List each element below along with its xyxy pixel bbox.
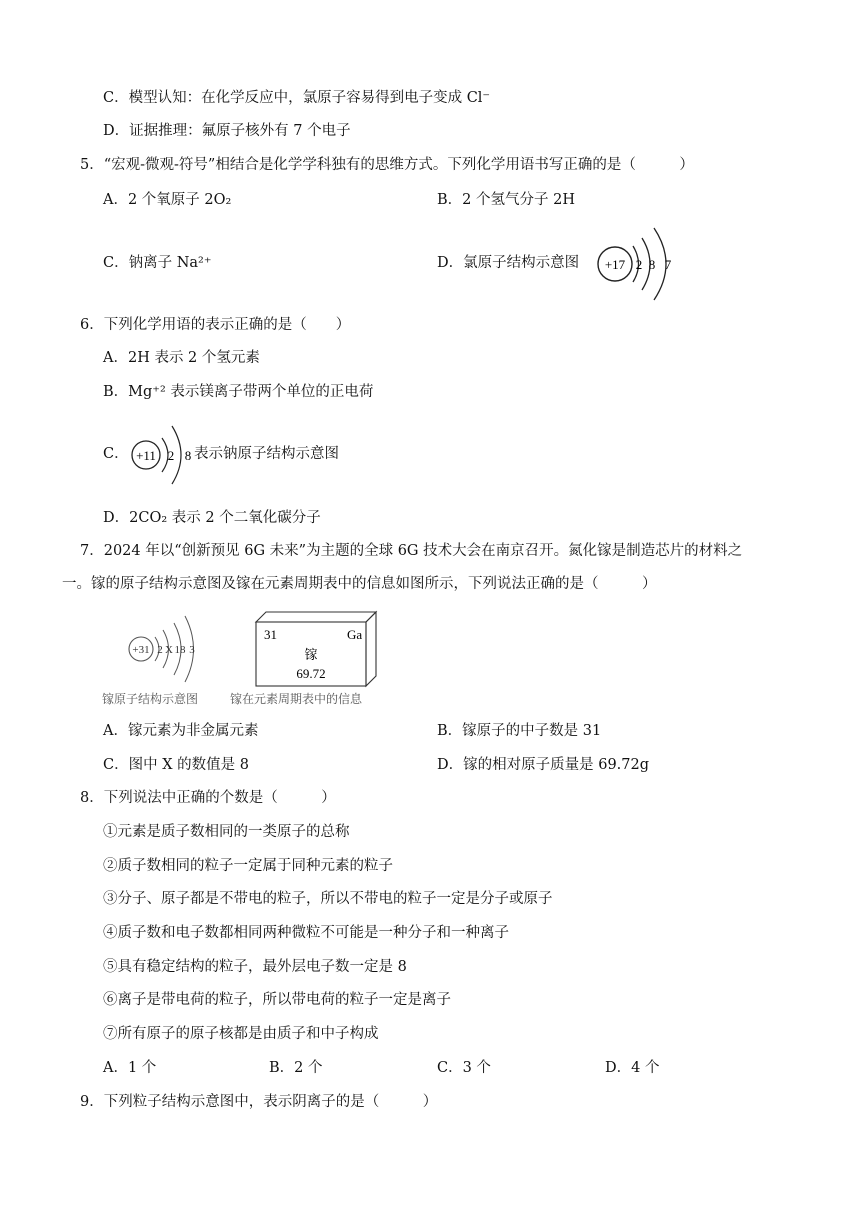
q7-option-a: A．镓元素为非金属元素 — [103, 723, 259, 739]
q8-statement-3: ③分子、原子都是不带电的粒子，所以不带电的粒子一定是分子或原子 — [103, 891, 553, 907]
q8-statement-4: ④质子数和电子数都相同两种微粒不可能是一种分子和一种离子 — [103, 925, 509, 941]
q6-option-b: B．Mg⁺² 表示镁离子带两个单位的正电荷 — [103, 384, 374, 400]
element-symbol: Ga — [347, 627, 363, 642]
nucleus-label: +31 — [132, 644, 150, 656]
q7-option-b: B．镓原子的中子数是 31 — [437, 723, 602, 739]
shell-count-1: 2 — [157, 644, 163, 656]
q7-option-c: C．图中 X 的数值是 8 — [103, 757, 249, 773]
nucleus-label: +17 — [604, 257, 626, 272]
q6-option-c-label: C． — [103, 446, 129, 462]
q8-stem: 8．下列说法中正确的个数是（ ） — [80, 790, 336, 806]
q8-statement-6: ⑥离子是带电荷的粒子，所以带电荷的粒子一定是离子 — [103, 992, 451, 1008]
q5-option-c: C．钠离子 Na²⁺ — [103, 255, 212, 271]
q5-stem: 5．“宏观-微观-符号”相结合是化学学科独有的思维方式。下列化学用语书写正确的是（ ） — [80, 157, 694, 173]
q5-option-b: B．2 个氢气分子 2H — [437, 192, 575, 208]
q4-option-d: D．证据推理：氟原子核外有 7 个电子 — [103, 123, 351, 139]
cell-side-face — [366, 612, 376, 686]
element-name: 镓 — [304, 647, 318, 662]
atom-caption: 镓原子结构示意图 — [102, 692, 199, 706]
q8-option-c: C．3 个 — [437, 1060, 491, 1076]
q8-statement-5: ⑤具有稳定结构的粒子，最外层电子数一定是 8 — [103, 959, 407, 975]
q8-option-a: A．1 个 — [103, 1060, 157, 1076]
atomic-number: 31 — [264, 627, 277, 642]
q7-stem-line1: 7．2024 年以“创新预见 6G 未来”为主题的全球 6G 技术大会在南京召开。氮化镓是制造芯片的材料之 — [80, 543, 743, 559]
q4-option-c: C．模型认知：在化学反应中，氯原子容易得到电子变成 Cl⁻ — [103, 90, 491, 106]
q8-option-d: D．4 个 — [605, 1060, 660, 1076]
chlorine-atom-diagram — [590, 216, 700, 306]
shell-count-2: 8 — [184, 448, 192, 463]
shell-count-2: X — [165, 644, 173, 656]
q7-stem-line2: 一。镓的原子结构示意图及镓在元素周期表中的信息如图所示，下列说法正确的是（ ） — [62, 576, 657, 592]
q8-statement-2: ②质子数相同的粒子一定属于同种元素的粒子 — [103, 858, 393, 874]
shell-count-3: 7 — [664, 257, 672, 272]
q5-option-a: A．2 个氧原子 2O₂ — [103, 192, 232, 208]
q8-statement-7: ⑦所有原子的原子核都是由质子和中子构成 — [103, 1026, 379, 1042]
nucleus-label: +11 — [136, 448, 156, 463]
q6-stem: 6．下列化学用语的表示正确的是（ ） — [80, 317, 351, 333]
shell-count-1: 2 — [635, 257, 643, 272]
sodium-atom-diagram — [128, 414, 200, 494]
shell-count-3: 18 — [174, 644, 186, 656]
q5-option-d: D．氯原子结构示意图 — [437, 255, 580, 271]
q6-option-c-text: 表示钠原子结构示意图 — [194, 446, 339, 462]
q6-option-d: D．2CO₂ 表示 2 个二氧化碳分子 — [103, 510, 321, 526]
q6-option-a: A．2H 表示 2 个氢元素 — [103, 350, 260, 366]
q9-stem: 9．下列粒子结构示意图中，表示阴离子的是（ ） — [80, 1094, 438, 1110]
gallium-figure — [100, 606, 390, 710]
gallium-atom-diagram — [102, 616, 198, 706]
cell-top-face — [256, 612, 376, 622]
shell-count-4: 3 — [189, 644, 195, 656]
gallium-periodic-cell — [230, 612, 376, 706]
q7-option-d: D．镓的相对原子质量是 69.72g — [437, 757, 650, 773]
shell-count-2: 8 — [648, 257, 656, 272]
shell-count-1: 2 — [167, 448, 175, 463]
q8-option-b: B．2 个 — [269, 1060, 323, 1076]
q8-statement-1: ①元素是质子数相同的一类原子的总称 — [103, 824, 350, 840]
cell-caption: 镓在元素周期表中的信息 — [230, 692, 363, 706]
atomic-mass: 69.72 — [296, 666, 326, 681]
